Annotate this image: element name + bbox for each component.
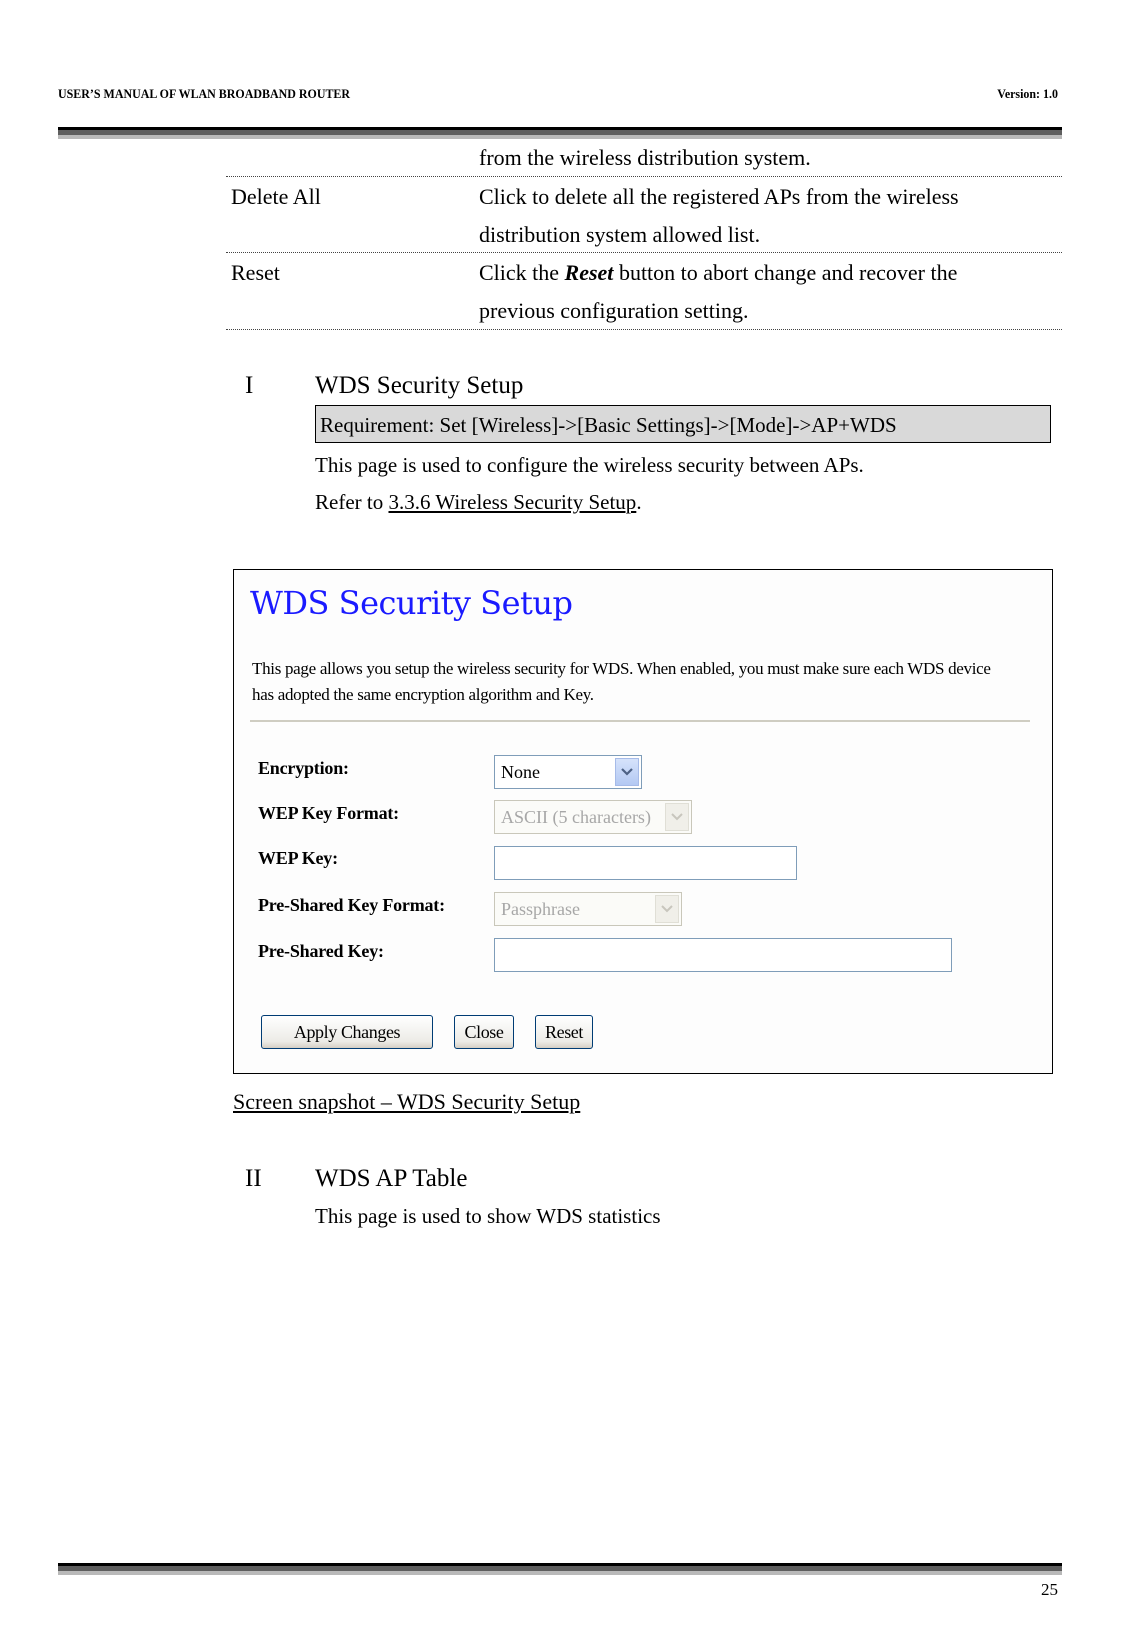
wep-key-format-label: WEP Key Format:: [258, 803, 399, 823]
psk-label: Pre-Shared Key:: [258, 941, 384, 961]
term-delete-all: Delete All: [231, 184, 321, 209]
term-reset: Reset: [231, 260, 280, 285]
app-divider: [250, 720, 1030, 722]
app-page-description: This page allows you setup the wireless security for WDS. When enabled, you must make sure each WDS device has adopted the same encryption algorithm and Key.: [252, 659, 991, 704]
version-label: Version: 1.0: [997, 86, 1058, 101]
refer-prefix: Refer to: [315, 490, 389, 514]
wep-key-input[interactable]: [494, 846, 797, 880]
chevron-down-icon[interactable]: [655, 895, 679, 923]
section-description: This page is used to show WDS statistics: [315, 1204, 661, 1228]
requirement-box: Requirement: Set [Wireless]->[Basic Settings]->[Mode]->AP+WDS: [315, 405, 1051, 443]
section-number: II: [245, 1165, 262, 1192]
page-number: 25: [1041, 1580, 1058, 1599]
psk-format-value: Passphrase: [501, 899, 580, 919]
wireless-security-link[interactable]: 3.3.6 Wireless Security Setup: [388, 490, 637, 514]
header-divider: [58, 127, 1062, 139]
reset-button[interactable]: Reset: [535, 1015, 593, 1049]
encryption-value: None: [501, 762, 540, 782]
reset-emphasis: Reset: [564, 260, 614, 285]
desc-text: button to abort change and recover the: [613, 260, 958, 285]
section-description: This page is used to configure the wireless security between APs.: [315, 453, 864, 477]
encryption-select[interactable]: [494, 755, 642, 789]
screenshot-frame: [233, 569, 1053, 1074]
footer-divider: [58, 1563, 1062, 1575]
wep-key-format-value: ASCII (5 characters): [501, 807, 651, 827]
section-title: WDS AP Table: [315, 1165, 468, 1192]
desc-reset-line2: previous configuration setting.: [479, 298, 749, 323]
section-number: I: [245, 372, 254, 399]
chevron-down-icon[interactable]: [615, 758, 639, 786]
psk-format-select[interactable]: [494, 892, 682, 926]
app-page-title: WDS Security Setup: [250, 584, 573, 622]
row-divider: [226, 176, 1062, 177]
refer-suffix: .: [636, 490, 642, 514]
chevron-down-icon[interactable]: [665, 803, 689, 831]
desc-delete-all-line2: distribution system allowed list.: [479, 222, 761, 247]
manual-title: USER’S MANUAL OF WLAN BROADBAND ROUTER: [58, 86, 351, 101]
row-divider: [226, 252, 1062, 253]
wep-key-format-select[interactable]: [494, 800, 692, 834]
figure-caption: Screen snapshot – WDS Security Setup: [233, 1089, 581, 1114]
desc-delete-all-line1: Click to delete all the registered APs from the wireless: [479, 184, 959, 209]
refer-text: [315, 490, 642, 515]
wep-key-label: WEP Key:: [258, 848, 338, 868]
apply-changes-button[interactable]: Apply Changes: [261, 1015, 433, 1049]
encryption-label: Encryption:: [258, 758, 349, 778]
desc-text: Click the: [479, 260, 565, 285]
section-title: WDS Security Setup: [315, 372, 524, 399]
psk-format-label: Pre-Shared Key Format:: [258, 895, 445, 915]
desc-reset-line1: [479, 260, 957, 286]
row-divider: [226, 329, 1062, 330]
table-row-continuation: from the wireless distribution system.: [479, 145, 811, 170]
close-button[interactable]: Close: [454, 1015, 514, 1049]
psk-input[interactable]: [494, 938, 952, 972]
